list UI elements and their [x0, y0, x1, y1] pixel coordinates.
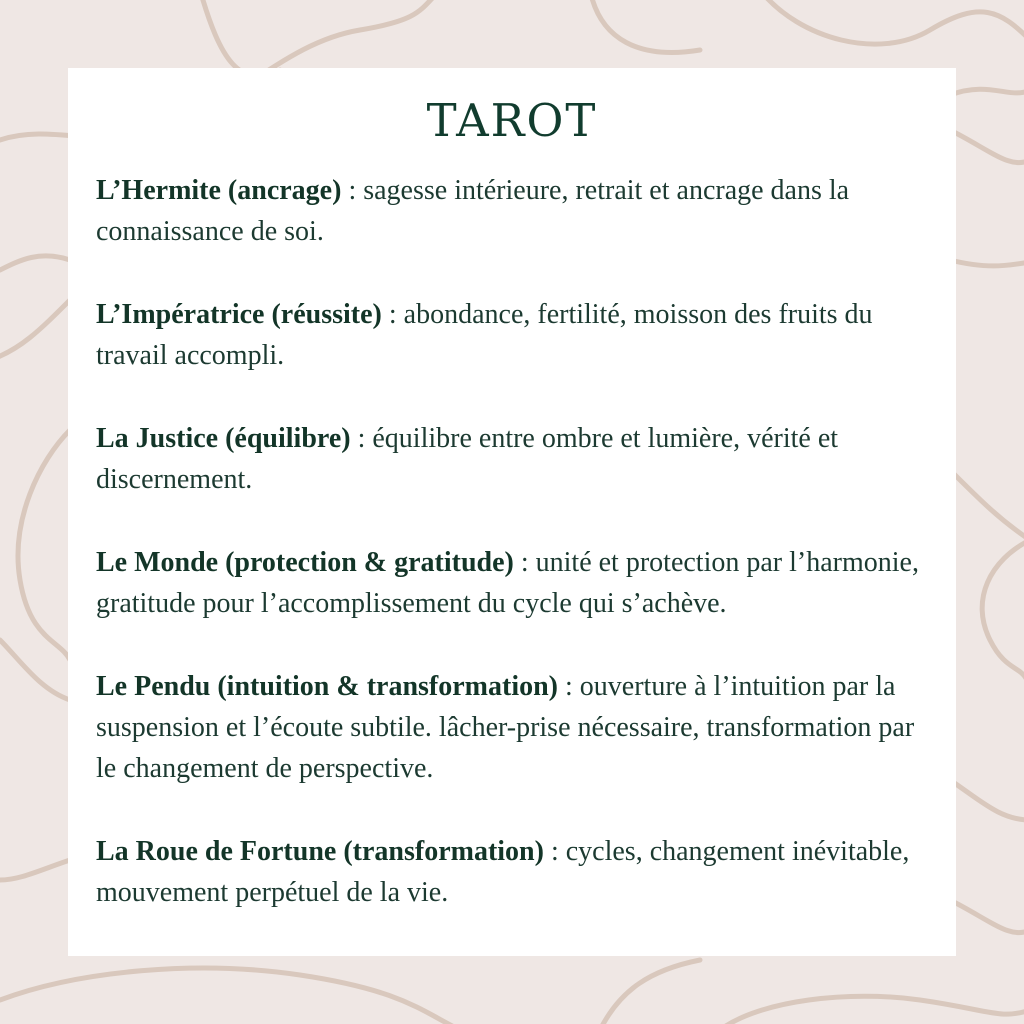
- card-entry-hermite: [96, 170, 928, 252]
- entry-separator: :: [543, 836, 566, 867]
- entry-description: abondance, fertilité, moisson des fruits du travail accompli.: [96, 299, 873, 371]
- entry-name: Le Monde (protection & gratitude): [96, 547, 514, 578]
- entry-separator: :: [350, 423, 373, 454]
- entry-separator: :: [513, 547, 536, 578]
- card-entry-pendu: [96, 666, 928, 789]
- entry-name: Le Pendu (intuition & transformation): [96, 671, 558, 702]
- entry-description: cycles, changement inévitable, mouvement perpétuel de la vie.: [96, 836, 910, 908]
- entry-name: La Justice (équilibre): [96, 423, 351, 454]
- entry-name: La Roue de Fortune (transformation): [96, 836, 544, 867]
- content-card: [68, 68, 956, 956]
- entry-description: équilibre entre ombre et lumière, vérité et discernement.: [96, 423, 839, 495]
- entry-separator: :: [341, 175, 364, 206]
- card-entry-justice: [96, 418, 928, 500]
- entry-description: ouverture à l’intuition par la suspension et l’écoute subtile. lâcher-prise nécessaire, transformation par le changement de perspective.: [96, 671, 915, 784]
- page-title: TAROT: [426, 94, 598, 147]
- card-entry-imperatrice: [96, 294, 928, 376]
- entry-description: unité et protection par l’harmonie, gratitude pour l’accomplissement du cycle qui s’achève.: [96, 547, 919, 619]
- card-entry-monde: [96, 542, 928, 624]
- entry-separator: :: [558, 671, 580, 702]
- entry-name: L’Impératrice (réussite): [96, 299, 382, 330]
- entry-name: L’Hermite (ancrage): [96, 175, 342, 206]
- entry-description: sagesse intérieure, retrait et ancrage dans la connaissance de soi.: [96, 175, 850, 247]
- entry-separator: :: [381, 299, 404, 330]
- card-entry-roue-de-fortune: [96, 831, 928, 913]
